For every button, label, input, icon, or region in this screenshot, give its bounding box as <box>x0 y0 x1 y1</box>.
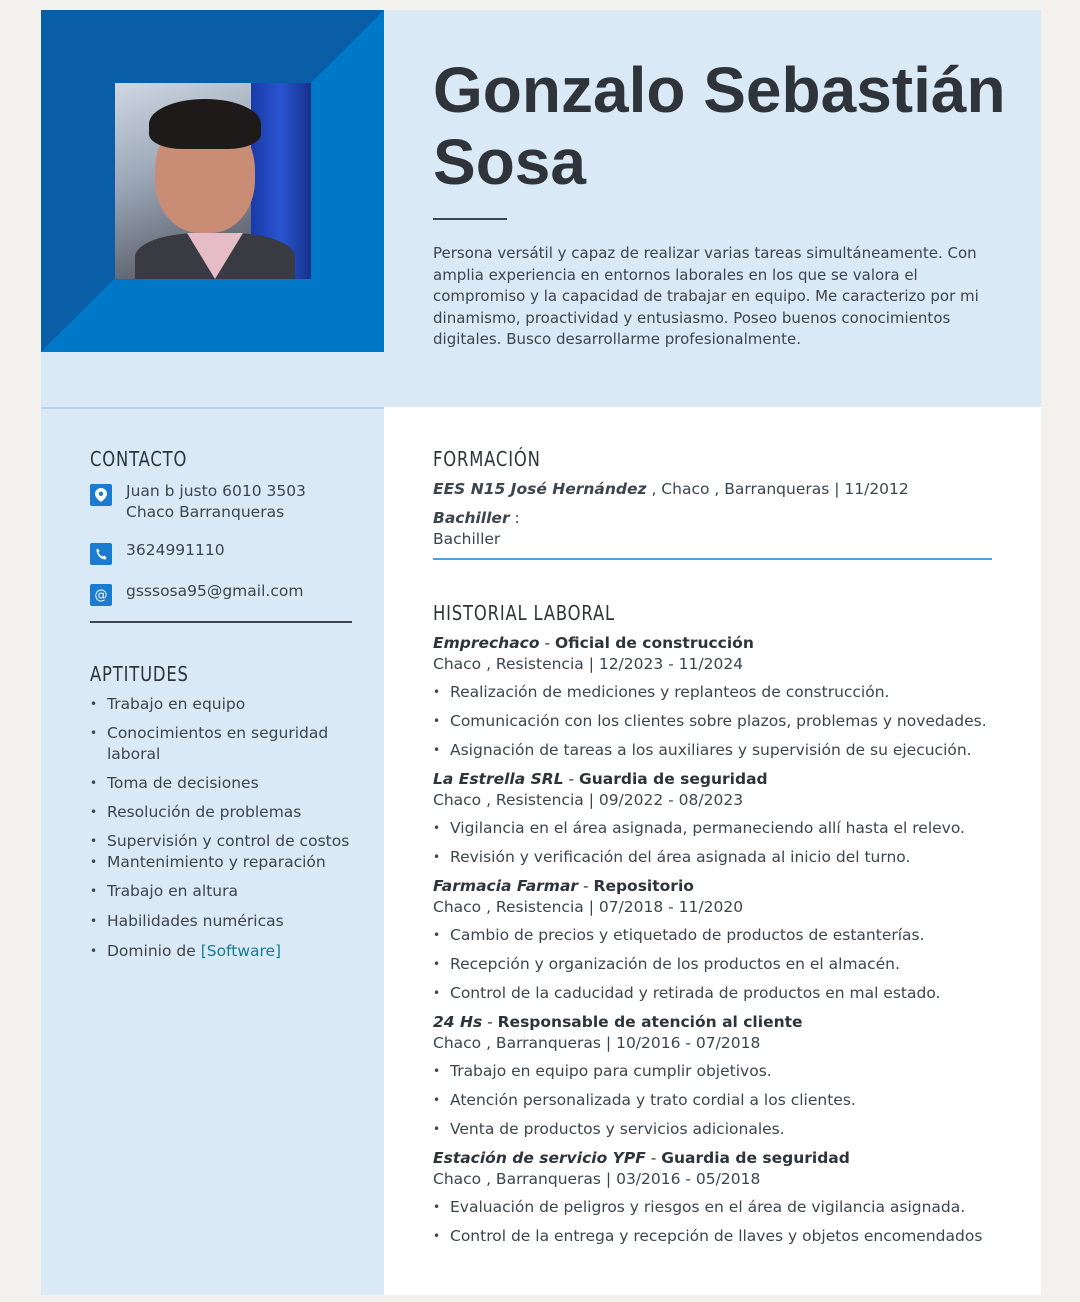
degree-label-line <box>433 508 909 529</box>
job-entry: Emprechaco - Oficial de construcción Chaco , Resistencia | 12/2023 - 11/2024 • Realización de mediciones y replanteos de construcción. • Comunicación con los clientes sobre plazos, problemas y novedades. • Asignación de tareas a los auxiliares y supervisión de su ejecución. <box>433 633 1003 761</box>
job-entry: Estación de servicio YPF - Guardia de seguridad Chaco , Barranqueras | 03/2016 - 05/2018 • Evaluación de peligros y riesgos en el área de vigilancia asignada. • Control de la entrega y recepción de llaves y objetos encomendados <box>433 1148 1003 1247</box>
duty-item: • Cambio de precios y etiquetado de productos de estanterías. <box>433 925 1003 946</box>
duty-item: • Venta de productos y servicios adicionales. <box>433 1119 1003 1140</box>
contact-heading: CONTACTO <box>90 447 188 471</box>
address-line-1: Juan b justo 6010 3503 <box>126 482 306 500</box>
job-company: Emprechaco <box>433 634 540 652</box>
skills-list <box>90 694 360 962</box>
contact-divider <box>90 621 352 623</box>
job-location: Chaco , Resistencia | 07/2018 - 11/2020 <box>433 898 744 916</box>
email-icon: @ <box>90 584 112 606</box>
duty-item: • Vigilancia en el área asignada, permaneciendo allí hasta el relevo. <box>433 818 1003 839</box>
job-duties <box>433 818 1003 868</box>
job-duties <box>433 1061 1003 1140</box>
work-section <box>433 601 1003 1255</box>
skill-prefix: Dominio de <box>107 942 196 960</box>
job-entry: 24 Hs - Responsable de atención al cliente Chaco , Barranqueras | 10/2016 - 07/2018 • Trabajo en equipo para cumplir objetivos. • Atención personalizada y trato cordial a los clientes. • Venta de productos y servicios adicionales. <box>433 1012 1003 1140</box>
skill-item: • Trabajo en equipo <box>90 694 360 715</box>
address-line-2: Chaco Barranqueras <box>126 503 285 521</box>
job-entry: La Estrella SRL - Guardia de seguridad Chaco , Resistencia | 09/2022 - 08/2023 • Vigilancia en el área asignada, permaneciendo allí hasta el relevo. • Revisión y verificación del área asignada al inicio del turno. <box>433 769 1003 868</box>
contact-address <box>90 481 306 523</box>
job-duties <box>433 682 1003 761</box>
job-entry: Farmacia Farmar - Repositorio Chaco , Resistencia | 07/2018 - 11/2020 • Cambio de precios y etiquetado de productos de estanterías. • Recepción y organización de los productos en el almacén. • Control de la caducidad y retirada de productos en mal estado. <box>433 876 1003 1004</box>
job-company: La Estrella SRL <box>433 770 564 788</box>
job-location: Chaco , Resistencia | 09/2022 - 08/2023 <box>433 791 744 809</box>
skill-item-software <box>90 941 360 962</box>
job-role: Guardia de seguridad <box>661 1149 850 1167</box>
job-location: Chaco , Barranqueras | 10/2016 - 07/2018 <box>433 1034 761 1052</box>
job-role: Repositorio <box>593 877 694 895</box>
skills-heading: APTITUDES <box>90 662 189 686</box>
degree-separator: : <box>509 509 520 527</box>
profile-photo <box>115 83 311 279</box>
degree-label: Bachiller <box>433 509 510 527</box>
job-role: Responsable de atención al cliente <box>497 1013 803 1031</box>
school-name: EES N15 José Hernández <box>433 480 647 498</box>
profile-summary: Persona versátil y capaz de realizar varias tareas simultáneamente. Con amplia experiencia en entornos laborales en los que se valora el compromiso y la capacidad de trabajar en equipo. Me caracterizo por mi dinamismo, proactividad y entusiasmo. Poseo buenos conocimientos digitales. Busco desarrollarme profesionalmente. <box>433 244 979 348</box>
education-entry <box>433 479 909 500</box>
job-role: Oficial de construcción <box>554 634 754 652</box>
job-location: Chaco , Barranqueras | 03/2016 - 05/2018 <box>433 1170 761 1188</box>
duty-item: • Comunicación con los clientes sobre plazos, problemas y novedades. <box>433 711 1003 732</box>
education-section <box>433 447 909 550</box>
job-company: Farmacia Farmar <box>433 877 579 895</box>
skill-item: • Trabajo en altura <box>90 881 360 902</box>
duty-item: • Realización de mediciones y replanteos de construcción. <box>433 682 1003 703</box>
email-address[interactable]: gsssosa95@gmail.com <box>126 582 304 600</box>
job-role: Guardia de seguridad <box>579 770 768 788</box>
work-heading: HISTORIAL LABORAL <box>433 601 615 625</box>
resume-page <box>41 10 1041 1295</box>
school-details: , Chaco , Barranqueras | 11/2012 <box>646 480 909 498</box>
duty-item: • Control de la entrega y recepción de llaves y objetos encomendados <box>433 1226 1003 1247</box>
skill-item: • Supervisión y control de costos <box>90 831 360 852</box>
duty-item: • Asignación de tareas a los auxiliares y supervisión de su ejecución. <box>433 740 1003 761</box>
job-location: Chaco , Resistencia | 12/2023 - 11/2024 <box>433 655 744 673</box>
degree-value: Bachiller <box>433 530 501 548</box>
skill-item: • Resolución de problemas <box>90 802 360 823</box>
duty-item: • Revisión y verificación del área asignada al inicio del turno. <box>433 847 1003 868</box>
name-divider <box>433 218 507 220</box>
software-link[interactable]: [Software] <box>200 942 282 960</box>
education-heading: FORMACIÓN <box>433 447 541 471</box>
phone-number: 3624991110 <box>126 541 225 559</box>
duty-item: • Evaluación de peligros y riesgos en el área de vigilancia asignada. <box>433 1197 1003 1218</box>
skill-item: • Habilidades numéricas <box>90 911 360 932</box>
candidate-name: Gonzalo Sebastián Sosa <box>433 54 1006 198</box>
phone-icon <box>90 543 112 565</box>
skill-item: • Toma de decisiones <box>90 773 360 794</box>
contact-email <box>90 581 303 606</box>
job-duties <box>433 1197 1003 1247</box>
contact-phone <box>90 540 225 565</box>
job-duties <box>433 925 1003 1004</box>
duty-item: • Recepción y organización de los productos en el almacén. <box>433 954 1003 975</box>
skill-item: • Conocimientos en seguridad laboral <box>90 723 360 765</box>
photo-frame <box>41 10 384 352</box>
duty-item: • Atención personalizada y trato cordial a los clientes. <box>433 1090 1003 1111</box>
skill-item: • Mantenimiento y reparación <box>90 852 360 873</box>
education-divider <box>433 558 992 560</box>
duty-item: • Control de la caducidad y retirada de productos en mal estado. <box>433 983 1003 1004</box>
job-company: Estación de servicio YPF <box>433 1149 646 1167</box>
location-icon <box>90 484 112 506</box>
job-company: 24 Hs <box>433 1013 483 1031</box>
duty-item: • Trabajo en equipo para cumplir objetivos. <box>433 1061 1003 1082</box>
